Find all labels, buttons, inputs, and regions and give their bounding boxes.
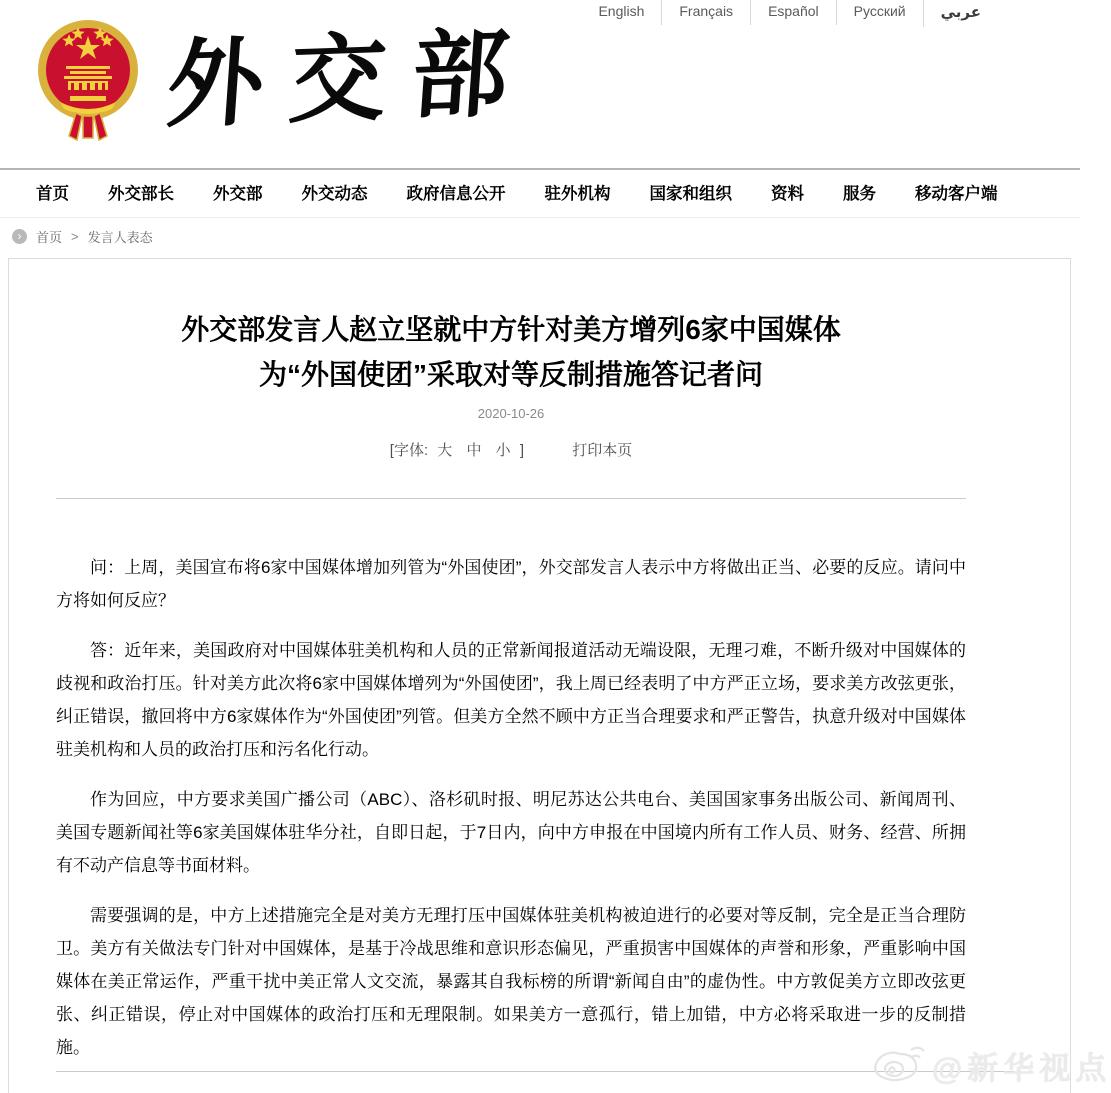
font-size-label-prefix: [字体: — [389, 442, 429, 459]
nav-item-activities[interactable]: 外交动态 — [301, 185, 368, 203]
breadcrumb — [0, 218, 1080, 246]
nav-item-minister[interactable]: 外交部长 — [108, 185, 174, 203]
article-body — [56, 551, 966, 1064]
lang-link-spanish[interactable]: Español — [750, 0, 836, 25]
nav-item-home[interactable]: 首页 — [36, 185, 69, 203]
article-container — [8, 258, 1071, 1093]
article-paragraph-answer-1: 答：近年来，美国政府对中国媒体驻美机构和人员的正常新闻报道活动无端设限，无理刁难，不断升级对中国媒体的歧视和政治打压。针对美方此次将6家中国媒体增列为“外国使团”，我上周已经表明了中方严正立场，要求美方改弦更张，纠正错误，撤回将中方6家媒体作为“外国使团”列管。但美方全然不顾中方正当合理要求和严正警告，执意升级对中国媒体驻美机构和人员的政治打压和污名化行动。 — [56, 641, 966, 759]
lang-link-arabic[interactable]: عربي — [923, 0, 998, 27]
site-logo[interactable] — [36, 15, 539, 142]
print-page-button[interactable]: 打印本页 — [572, 442, 633, 459]
lang-link-french[interactable]: Français — [661, 0, 750, 25]
article-title-line2: 为“外国使团”采取对等反制措施答记者问 — [258, 359, 763, 390]
nav-item-missions[interactable]: 驻外机构 — [544, 185, 611, 203]
article-paragraph-question: 问：上周，美国宣布将6家中国媒体增加列管为“外国使团”，外交部发言人表示中方将做出正当、必要的反应。请问中方将如何反应？ — [56, 558, 966, 610]
breadcrumb-home[interactable]: 首页 — [36, 230, 63, 245]
article-toolbar — [56, 439, 966, 460]
title-body-divider — [56, 498, 966, 499]
font-size-large-button[interactable]: 大 — [437, 442, 453, 459]
language-bar — [581, 0, 998, 27]
font-size-label-suffix: ] — [519, 442, 525, 459]
watermark-text: @新华视点 — [932, 1050, 1111, 1086]
nav-item-gov-info[interactable]: 政府信息公开 — [406, 185, 506, 203]
nav-item-mobile-client[interactable]: 移动客户端 — [915, 185, 998, 203]
nav-item-resources[interactable]: 资料 — [771, 185, 804, 203]
font-size-small-button[interactable]: 小 — [495, 442, 511, 459]
article-title — [56, 307, 966, 397]
ministry-calligraphy-wordmark: 外交部 — [163, 15, 539, 142]
lang-link-english[interactable]: English — [598, 3, 645, 19]
article-end-divider — [56, 1071, 1014, 1072]
nav-item-ministry[interactable]: 外交部 — [213, 185, 263, 203]
primary-nav — [0, 168, 1080, 218]
nav-item-services[interactable]: 服务 — [843, 185, 876, 203]
nav-item-countries[interactable]: 国家和组织 — [649, 185, 732, 203]
article-date: 2020-10-26 — [477, 406, 545, 421]
article-paragraph-answer-2: 作为回应，中方要求美国广播公司（ABC）、洛杉矶时报、明尼苏达公共电台、美国国家事务出版公司、新闻周刊、美国专题新闻社等6家美国媒体驻华分社，自即日起，于7日内，向中方申报在中国境内所有工作人员、财务、经营、所拥有不动产信息等书面材料。 — [56, 790, 966, 875]
breadcrumb-arrow-icon: › — [12, 229, 27, 244]
national-emblem-icon — [36, 18, 140, 142]
lang-link-russian[interactable]: Русский — [836, 0, 923, 25]
breadcrumb-section[interactable]: 发言人表态 — [87, 230, 153, 245]
article-paragraph-answer-3: 需要强调的是，中方上述措施完全是对美方无理打压中国媒体驻美机构被迫进行的必要对等反制，完全是正当合理防卫。美方有关做法专门针对中国媒体，是基于冷战思维和意识形态偏见，严重损害中国媒体的声誉和形象，严重影响中国媒体在美正常运作，严重干扰中美正常人文交流，暴露其自我标榜的所谓“新闻自由”的虚伪性。中方敦促美方立即改弦更张、纠正错误，停止对中国媒体的政治打压和无理限制。如果美方一意孤行，错上加错，中方必将采取进一步的反制措施。 — [56, 906, 966, 1057]
font-size-medium-button[interactable]: 中 — [466, 442, 482, 459]
article-title-line1: 外交部发言人赵立坚就中方针对美方增列6家中国媒体 — [181, 314, 841, 345]
breadcrumb-separator: > — [71, 229, 79, 244]
